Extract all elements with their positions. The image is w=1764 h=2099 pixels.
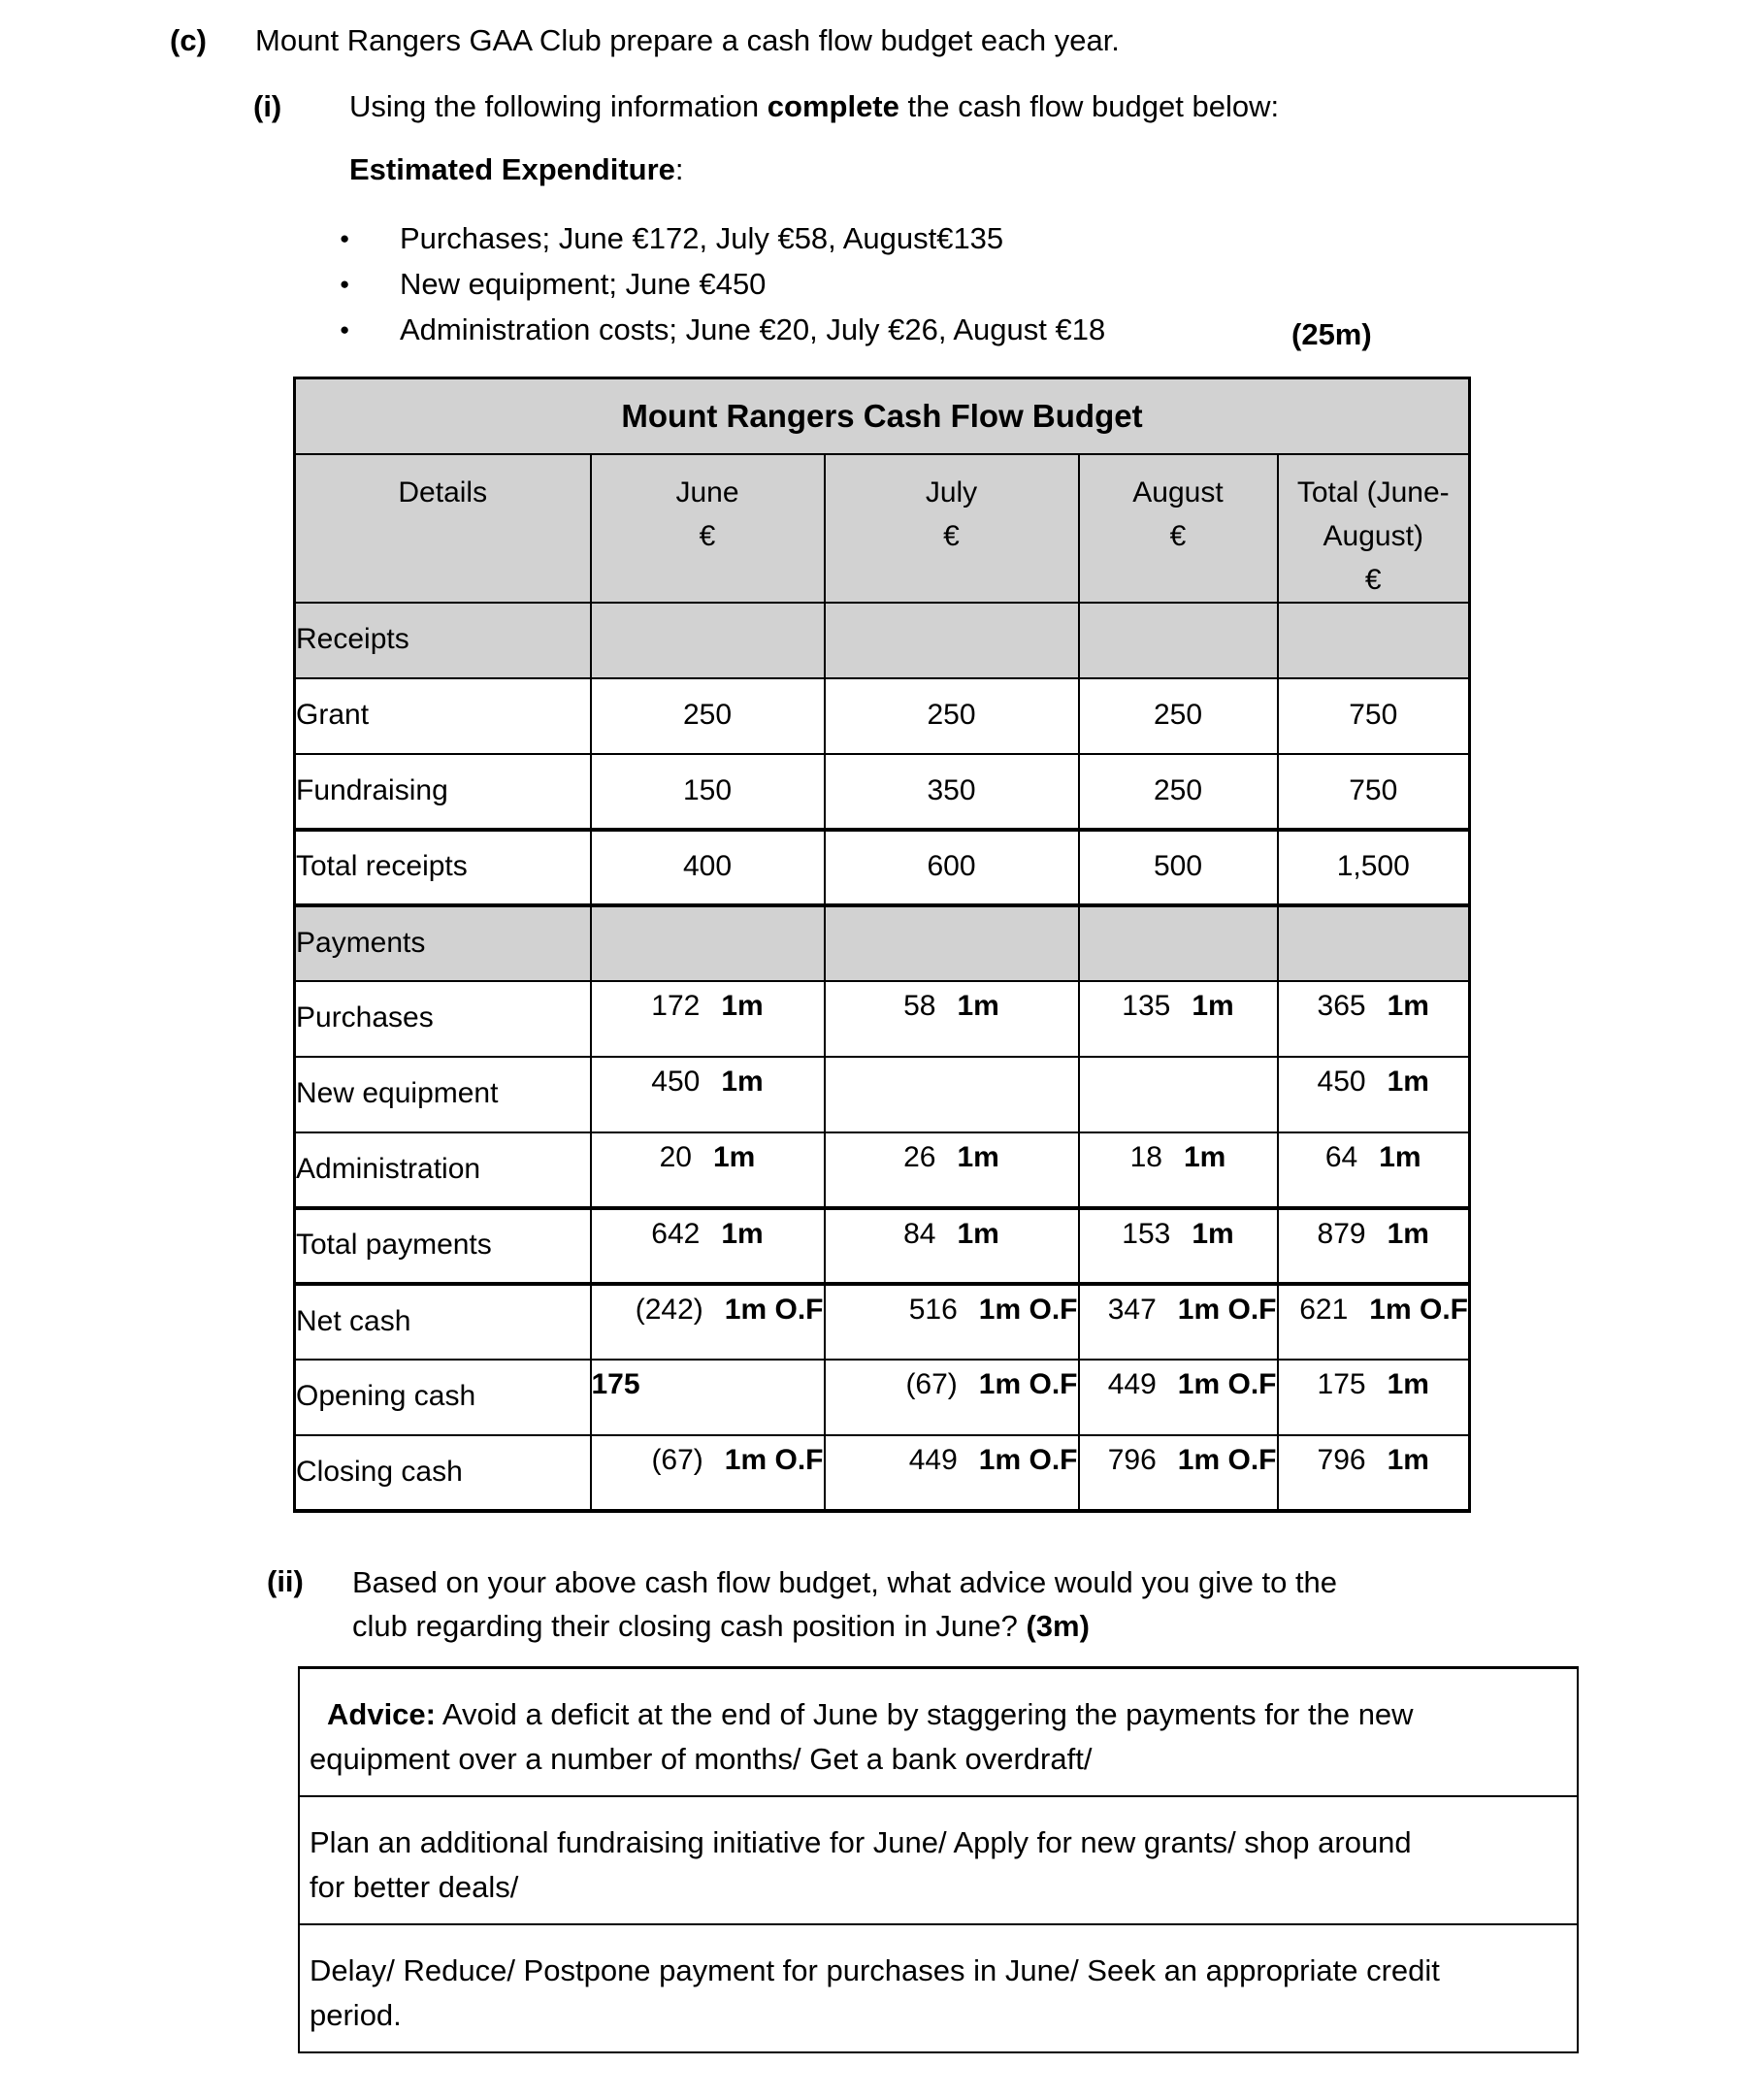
cell-value: 250 — [927, 699, 976, 732]
cell-value: 153 — [1122, 1217, 1171, 1250]
cell-value: 64 — [1324, 1140, 1358, 1173]
cell-value: 449 — [1107, 1367, 1157, 1400]
cell-value: 750 — [1349, 699, 1398, 732]
table-row-closing-cash — [295, 1435, 1470, 1511]
column-header-unit: € — [1169, 519, 1187, 552]
cell-total-receipts-june — [591, 830, 825, 905]
cell-administration-july — [825, 1132, 1079, 1208]
table-header-row — [295, 454, 1470, 603]
mark-badge: 1m — [1387, 1065, 1429, 1098]
cell-administration-june — [591, 1132, 825, 1208]
mark-badge: 1m — [713, 1140, 756, 1173]
cell-value: 450 — [651, 1065, 701, 1098]
part-i-label: (i) — [253, 89, 282, 123]
cell-total-receipts-july — [825, 830, 1079, 905]
part-ii-text — [352, 1560, 1337, 1648]
cell-grant-june — [591, 678, 825, 754]
cell-value: 172 — [651, 989, 701, 1022]
cell-value: 600 — [927, 850, 976, 883]
mark-badge: 1m O.F — [978, 1367, 1078, 1400]
mark-badge: 1m O.F — [724, 1293, 824, 1326]
table-row-fundraising — [295, 754, 1470, 830]
mark-badge: 1m — [721, 1065, 764, 1098]
cell-value: 18 — [1129, 1140, 1162, 1173]
row-label-purchases: Purchases — [295, 981, 591, 1057]
cell-value: 250 — [1153, 699, 1203, 732]
mark-badge: 1m — [721, 989, 764, 1022]
cell-value: 365 — [1317, 989, 1366, 1022]
cell-value: 879 — [1317, 1217, 1366, 1250]
cell-value: 58 — [903, 989, 936, 1022]
mark-badge: 1m O.F — [978, 1293, 1078, 1326]
section-row-receipts — [295, 603, 1470, 678]
cell-value: 642 — [651, 1217, 701, 1250]
advice-line: period. — [310, 1998, 402, 2032]
column-header-unit: € — [699, 519, 716, 552]
cell-value: 449 — [908, 1443, 958, 1476]
cell-value: 350 — [927, 773, 976, 806]
cell-opening-cash-june — [591, 1360, 825, 1435]
table-row-net-cash — [295, 1284, 1470, 1360]
advice-heading: Advice: — [327, 1697, 436, 1731]
cell-total-payments-august — [1079, 1208, 1278, 1284]
column-header-august — [1079, 454, 1278, 603]
row-label-opening-cash: Opening cash — [295, 1360, 591, 1435]
empty-cell — [825, 603, 1079, 678]
column-header-june — [591, 454, 825, 603]
cell-value: 250 — [1153, 773, 1203, 806]
table-row-administration — [295, 1132, 1470, 1208]
advice-line — [310, 1692, 1563, 1737]
column-header-details — [295, 454, 591, 603]
cell-new-equipment-july — [825, 1057, 1079, 1132]
row-label-grant: Grant — [295, 678, 591, 754]
cell-value: (242) — [635, 1293, 703, 1326]
cell-new-equipment-total — [1278, 1057, 1470, 1132]
advice-line: Delay/ Reduce/ Postpone payment for purchases in June/ Seek an appropriate credit — [310, 1953, 1440, 1987]
cell-total-receipts-total — [1278, 830, 1470, 905]
cell-fundraising-august — [1079, 754, 1278, 830]
mark-badge: 1m — [1387, 1443, 1429, 1476]
cell-new-equipment-august — [1079, 1057, 1278, 1132]
empty-cell — [1079, 905, 1278, 981]
cell-grant-july — [825, 678, 1079, 754]
bullet-text: Purchases; June €172, July €58, August€135 — [400, 220, 1004, 255]
cell-value: 26 — [903, 1140, 936, 1173]
cell-opening-cash-july — [825, 1360, 1079, 1435]
cell-opening-cash-august — [1079, 1360, 1278, 1435]
advice-line: for better deals/ — [310, 1870, 519, 1904]
bullet-item-purchases — [340, 215, 1105, 261]
cell-administration-total — [1278, 1132, 1470, 1208]
mark-badge: 1m O.F — [1177, 1367, 1277, 1400]
section-row-payments — [295, 905, 1470, 981]
empty-cell — [1278, 603, 1470, 678]
advice-answer-box — [298, 1666, 1579, 2053]
column-header-label: July — [925, 476, 978, 508]
bullet-list — [340, 215, 1105, 352]
mark-badge: 1m — [1192, 989, 1234, 1022]
mark-badge: 1m — [721, 1217, 764, 1250]
row-label-closing-cash: Closing cash — [295, 1435, 591, 1511]
cell-value: 175 — [591, 1367, 640, 1400]
cell-value: 347 — [1107, 1293, 1157, 1326]
cell-grant-total — [1278, 678, 1470, 754]
cell-value: 500 — [1153, 850, 1203, 883]
cell-closing-cash-july — [825, 1435, 1079, 1511]
mark-badge: 1m — [1192, 1217, 1234, 1250]
column-header-label: Details — [398, 476, 488, 508]
marks-3m: (3m) — [1026, 1609, 1090, 1643]
cell-value: (67) — [651, 1443, 703, 1476]
table-row-total-payments — [295, 1208, 1470, 1284]
mark-badge: 1m — [1387, 989, 1429, 1022]
cell-fundraising-july — [825, 754, 1079, 830]
row-label-new-equipment: New equipment — [295, 1057, 591, 1132]
mark-badge: 1m — [1379, 1140, 1421, 1173]
cell-closing-cash-june — [591, 1435, 825, 1511]
cell-value: 175 — [1317, 1367, 1366, 1400]
advice-line: Plan an additional fundraising initiative for June/ Apply for new grants/ shop around — [310, 1825, 1412, 1859]
cell-fundraising-june — [591, 754, 825, 830]
mark-badge: 1m O.F — [1369, 1293, 1468, 1326]
cell-net-cash-total — [1278, 1284, 1470, 1360]
expenditure-heading-bold: Estimated Expenditure — [349, 152, 675, 186]
table-row-purchases — [295, 981, 1470, 1057]
cell-administration-august — [1079, 1132, 1278, 1208]
cell-new-equipment-june — [591, 1057, 825, 1132]
row-label-total-receipts: Total receipts — [295, 830, 591, 905]
mark-badge: 1m — [957, 989, 999, 1022]
column-header-label: June — [675, 476, 739, 508]
table-row-grant — [295, 678, 1470, 754]
table-title-row — [295, 378, 1470, 454]
cell-value: 516 — [908, 1293, 958, 1326]
table-row-opening-cash — [295, 1360, 1470, 1435]
bullet-icon: ● — [340, 274, 350, 293]
part-i-text-after: the cash flow budget below: — [898, 89, 1280, 123]
cell-value: 400 — [682, 850, 733, 883]
table-row-new-equipment — [295, 1057, 1470, 1132]
row-label-receipts: Receipts — [295, 603, 591, 678]
cell-net-cash-june — [591, 1284, 825, 1360]
column-header-july — [825, 454, 1079, 603]
cell-value: 796 — [1107, 1443, 1157, 1476]
mark-badge: 1m O.F — [1177, 1443, 1277, 1476]
empty-cell — [591, 905, 825, 981]
row-label-net-cash: Net cash — [295, 1284, 591, 1360]
empty-cell — [1278, 905, 1470, 981]
advice-cell-3 — [300, 1925, 1577, 2051]
cell-net-cash-august — [1079, 1284, 1278, 1360]
cell-total-receipts-august — [1079, 830, 1278, 905]
advice-cell-2 — [300, 1797, 1577, 1925]
cell-purchases-july — [825, 981, 1079, 1057]
cell-value: (67) — [905, 1367, 958, 1400]
mark-badge: 1m — [1184, 1140, 1226, 1173]
cell-value: 750 — [1349, 773, 1398, 806]
column-header-label: August — [1132, 476, 1224, 508]
empty-cell — [591, 603, 825, 678]
mark-badge: 1m — [1387, 1367, 1429, 1400]
column-header-label: August) — [1323, 519, 1423, 552]
row-label-fundraising: Fundraising — [295, 754, 591, 830]
cell-purchases-august — [1079, 981, 1278, 1057]
column-header-total — [1278, 454, 1470, 603]
cell-value: 250 — [682, 699, 733, 732]
row-label-administration: Administration — [295, 1132, 591, 1208]
mark-badge: 1m O.F — [978, 1443, 1078, 1476]
cell-value: 796 — [1317, 1443, 1366, 1476]
empty-cell — [825, 905, 1079, 981]
cell-grant-august — [1079, 678, 1278, 754]
part-ii-line2-text: club regarding their closing cash position in June? — [352, 1609, 1027, 1643]
cell-value: 20 — [659, 1140, 692, 1173]
mark-badge: 1m — [1387, 1217, 1429, 1250]
cell-opening-cash-total — [1278, 1360, 1470, 1435]
expenditure-heading — [349, 152, 684, 187]
mark-badge: 1m O.F — [1177, 1293, 1277, 1326]
mark-badge: 1m — [957, 1140, 999, 1173]
cell-closing-cash-total — [1278, 1435, 1470, 1511]
empty-cell — [1079, 603, 1278, 678]
advice-text: Avoid a deficit at the end of June by staggering the payments for the new — [435, 1697, 1414, 1731]
bullet-item-equipment — [340, 261, 1105, 307]
row-label-total-payments: Total payments — [295, 1208, 591, 1284]
part-c-label: (c) — [170, 23, 207, 57]
bullet-text: Administration costs; June €20, July €26, August €18 — [400, 312, 1106, 346]
column-header-label: Total (June- — [1296, 476, 1450, 508]
bullet-text: New equipment; June €450 — [400, 266, 767, 301]
marks-25m: (25m) — [1291, 317, 1372, 351]
cell-purchases-june — [591, 981, 825, 1057]
bullet-item-administration — [340, 307, 1105, 352]
cell-value: 150 — [682, 773, 733, 806]
bullet-icon: ● — [340, 319, 350, 339]
cell-value: 84 — [903, 1217, 936, 1250]
table-row-total-receipts — [295, 830, 1470, 905]
part-i-text — [349, 89, 1279, 124]
part-ii-line2 — [352, 1604, 1337, 1648]
cell-value: 135 — [1122, 989, 1171, 1022]
column-header-unit: € — [1364, 563, 1382, 596]
cell-value: 450 — [1317, 1065, 1366, 1098]
mark-badge: 1m O.F — [724, 1443, 824, 1476]
cell-total-payments-total — [1278, 1208, 1470, 1284]
part-ii-line1: Based on your above cash flow budget, what advice would you give to the — [352, 1565, 1338, 1599]
cell-total-payments-june — [591, 1208, 825, 1284]
cell-purchases-total — [1278, 981, 1470, 1057]
row-label-payments: Payments — [295, 905, 591, 981]
bullet-icon: ● — [340, 228, 350, 247]
advice-line: equipment over a number of months/ Get a bank overdraft/ — [310, 1742, 1093, 1776]
cell-net-cash-july — [825, 1284, 1079, 1360]
part-ii-label: (ii) — [267, 1564, 304, 1598]
cell-total-payments-july — [825, 1208, 1079, 1284]
cell-value: 1,500 — [1336, 850, 1410, 883]
cell-value: 621 — [1299, 1293, 1349, 1326]
expenditure-heading-colon: : — [674, 152, 684, 186]
table-title: Mount Rangers Cash Flow Budget — [295, 378, 1470, 454]
mark-badge: 1m — [957, 1217, 999, 1250]
column-header-unit: € — [943, 519, 960, 552]
advice-cell-1 — [300, 1669, 1577, 1797]
cell-fundraising-total — [1278, 754, 1470, 830]
part-i-text-before: Using the following information — [349, 89, 768, 123]
part-i-text-bold: complete — [767, 89, 899, 123]
cash-flow-budget-table — [293, 377, 1471, 1513]
cell-closing-cash-august — [1079, 1435, 1278, 1511]
part-c-text: Mount Rangers GAA Club prepare a cash flow budget each year. — [255, 23, 1120, 57]
